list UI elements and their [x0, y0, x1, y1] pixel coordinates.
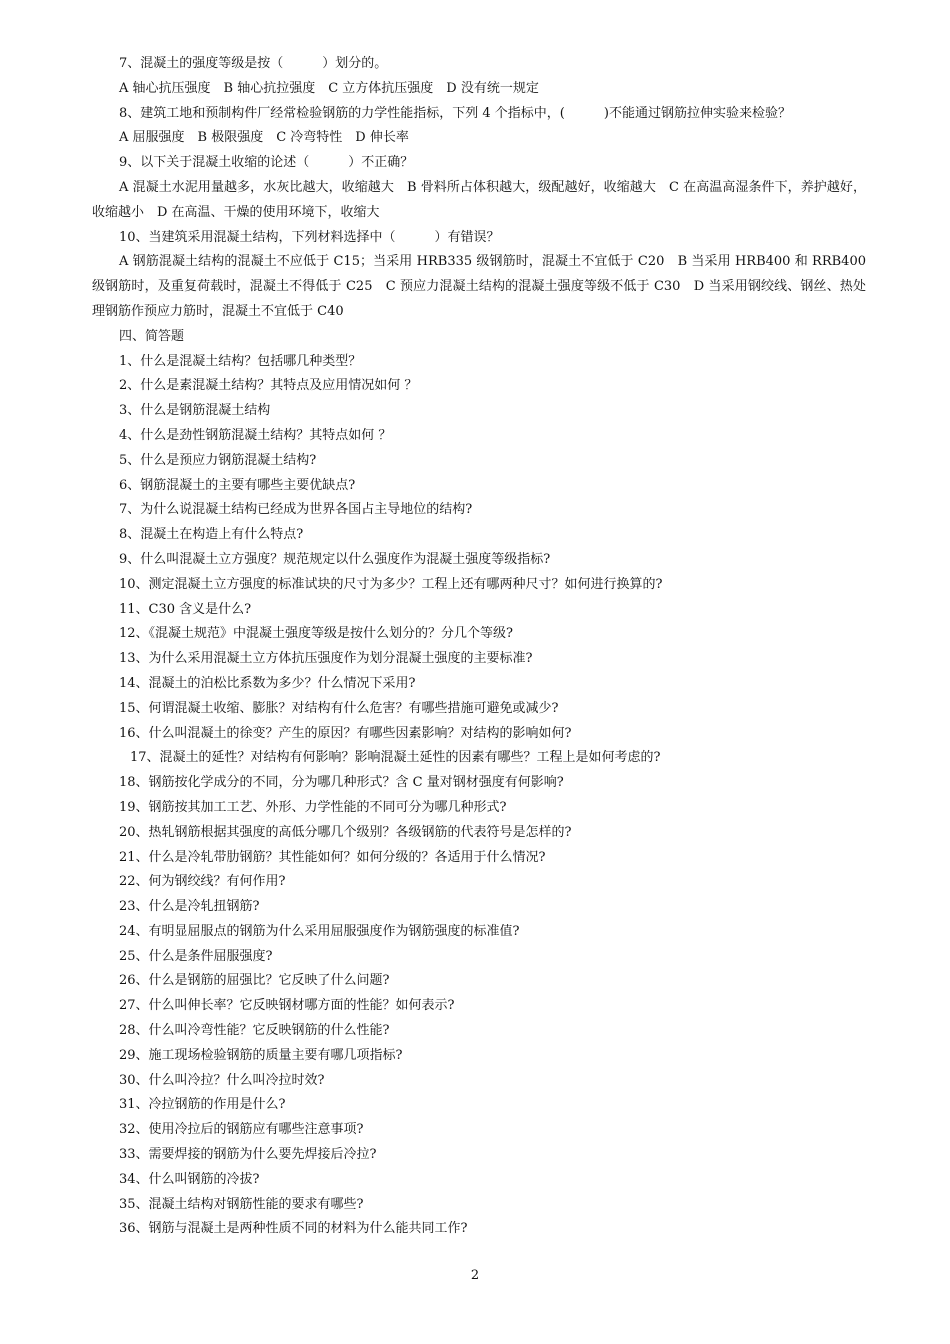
list-item: 7、为什么说混凝土结构已经成为世界各国占主导地位的结构?	[119, 502, 473, 518]
list-item: 3、什么是钢筋混凝土结构	[119, 403, 271, 419]
list-item: 17、混凝土的延性？对结构有何影响？影响混凝土延性的因素有哪些？工程上是如何考虑的?	[130, 750, 661, 766]
list-item: 16、什么叫混凝土的徐变？产生的原因？有哪些因素影响？对结构的影响如何?	[119, 725, 572, 741]
question-9-options: A 混凝土水泥用量越多，水灰比越大，收缩越大 B 骨料所占体积越大，级配越好，收缩越大 C 在高温高湿条件下，养护越好，收缩越小 D 在高温、干燥的使用环境下，收缩大	[92, 179, 866, 220]
list-item: 4、什么是劲性钢筋混凝土结构？其特点如何 ？	[119, 427, 392, 443]
list-item: 25、什么是条件屈服强度?	[119, 948, 273, 964]
list-item: 27、什么叫伸长率？它反映钢材哪方面的性能？如何表示?	[119, 998, 455, 1014]
short-answer-list	[0, 350, 950, 1243]
question-10-options: A 钢筋混凝土结构的混凝土不应低于 C15；当采用 HRB335 级钢筋时，混凝土不宜低于 C20 B 当采用 HRB400 和 RRB400 级钢筋时，及重复荷载时，混凝土不得低于 C25 C 预应力混凝土结构的混凝土强度等级不低于 C30 D 当采用钢绞线、钢丝、热处理钢筋作预应力筋时，混凝土不宜低于 C40	[92, 254, 866, 319]
list-item: 5、什么是预应力钢筋混凝土结构?	[119, 452, 317, 468]
list-item: 14、混凝土的泊松比系数为多少？什么情况下采用?	[119, 675, 416, 691]
list-item: 9、什么叫混凝土立方强度？规范规定以什么强度作为混凝土强度等级指标?	[119, 551, 551, 567]
list-item: 26、什么是钢筋的屈强比？它反映了什么问题?	[119, 973, 390, 989]
list-item: 32、使用冷拉后的钢筋应有哪些注意事项?	[119, 1122, 364, 1138]
list-item: 18、钢筋按化学成分的不同，分为哪几种形式？含 C 量对钢材强度有何影响?	[119, 775, 564, 791]
document-page	[0, 52, 950, 1242]
list-item: 10、测定混凝土立方强度的标准试块的尺寸为多少？工程上还有哪两种尺寸？如何进行换算的?	[119, 576, 663, 592]
list-item: 20、热轧钢筋根据其强度的高低分哪几个级别？各级钢筋的代表符号是怎样的?	[119, 824, 572, 840]
list-item: 24、有明显屈服点的钢筋为什么采用屈服强度作为钢筋强度的标准值?	[119, 923, 520, 939]
question-10-mc: 10、当建筑采用混凝土结构，下列材料选择中（ ）有错误？	[119, 229, 500, 245]
list-item: 34、什么叫钢筋的冷拔?	[119, 1171, 260, 1187]
list-item: 21、什么是冷轧带肋钢筋？其性能如何？如何分级的？各适用于什么情况?	[119, 849, 546, 865]
list-item: 6、钢筋混凝土的主要有哪些主要优缺点?	[119, 477, 356, 493]
question-9-mc: 9、以下关于混凝土收缩的论述（ ）不正确？	[119, 155, 414, 171]
list-item: 11、C30 含义是什么?	[119, 601, 252, 617]
list-item: 19、钢筋按其加工工艺、外形、力学性能的不同可分为哪几种形式?	[119, 799, 507, 815]
list-item: 29、施工现场检验钢筋的质量主要有哪几项指标?	[119, 1047, 403, 1063]
list-item: 28、什么叫冷弯性能？它反映钢筋的什么性能?	[119, 1023, 390, 1039]
page-number: 2	[470, 1268, 480, 1283]
list-item: 1、什么是混凝土结构？包括哪几种类型？	[119, 353, 362, 369]
list-item: 22、何为钢绞线？有何作用?	[119, 874, 286, 890]
list-item: 30、什么叫冷拉？什么叫冷拉时效?	[119, 1072, 325, 1088]
list-item: 2、什么是素混凝土结构？其特点及应用情况如何 ？	[119, 378, 418, 394]
question-7-mc: 7、混凝土的强度等级是按（ ）划分的。	[119, 56, 388, 71]
question-8-options: A 屈服强度 B 极限强度 C 冷弯特性 D 伸长率	[119, 130, 409, 146]
question-8-mc: 8、建筑工地和预制构件厂经常检验钢筋的力学性能指标，下列 4 个指标中，( )不能通过钢筋拉伸实验来检验？	[119, 105, 791, 121]
list-item: 15、何谓混凝土收缩、膨胀？对结构有什么危害？有哪些措施可避免或减少?	[119, 700, 559, 716]
list-item: 23、什么是冷轧扭钢筋?	[119, 899, 260, 915]
section-title: 四、简答题	[119, 328, 185, 344]
list-item: 31、冷拉钢筋的作用是什么?	[119, 1097, 286, 1113]
list-item: 8、混凝土在构造上有什么特点?	[119, 527, 304, 543]
list-item: 12、《混凝土规范》中混凝土强度等级是按什么划分的？分几个等级?	[119, 626, 514, 642]
list-item: 35、混凝土结构对钢筋性能的要求有哪些?	[119, 1196, 364, 1212]
question-7-options: A 轴心抗压强度 B 轴心抗拉强度 C 立方体抗压强度 D 没有统一规定	[119, 80, 539, 96]
list-item: 36、钢筋与混凝土是两种性质不同的材料为什么能共同工作?	[119, 1221, 468, 1237]
list-item: 13、为什么采用混凝土立方体抗压强度作为划分混凝土强度的主要标准?	[119, 651, 533, 667]
list-item: 33、需要焊接的钢筋为什么要先焊接后冷拉?	[119, 1147, 377, 1163]
